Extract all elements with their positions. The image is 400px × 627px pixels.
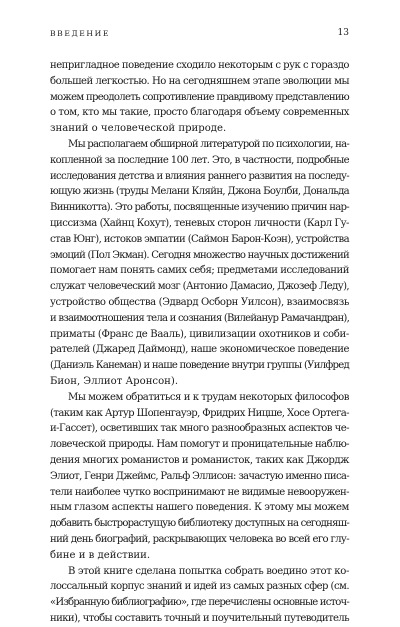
text-line: циссизма (Хайнц Кохут), теневых сторон личности (Карл Гу-	[50, 217, 349, 229]
text-line: Мы располагаем обширной литературой по психологии, на-	[68, 138, 349, 150]
text-line: (таким как Артур Шопенгауэр, Фридрих Ницше, Хосе Ортега-	[50, 407, 349, 419]
paragraph-3	[50, 390, 349, 564]
text-line: ники), чтобы составить точный и поучительный путеводитель	[50, 612, 349, 624]
text-line: исследования детства и влияния раннего развития на последу-	[50, 170, 349, 182]
text-line: копленной за последние 100 лет. Это, в частности, подробные	[50, 154, 349, 166]
text-line: «Избранную библиографию», где перечислены основные источ-	[50, 597, 349, 609]
text-line: можем преодолеть сопротивление правдивому представлению	[50, 91, 349, 103]
text-line: рателей (Джаред Даймонд), наше экономическое поведение	[50, 344, 349, 356]
text-line: Мы можем обратиться и к трудам некоторых философов	[68, 391, 349, 403]
text-line: эмоций (Пол Экман). Сегодня множество научных достижений	[50, 249, 349, 261]
page-number: 13	[337, 28, 349, 38]
running-head	[50, 29, 349, 43]
section-title: ВВЕДЕНИЕ	[50, 29, 111, 38]
text-line: добавить быстрорастущую библиотеку доступных на сегодняш-	[50, 518, 349, 530]
text-line: Винникотта). Это работы, посвященные изучению причин нар-	[50, 202, 349, 214]
text-line: став Юнг), истоков эмпатии (Саймон Барон-Коэн), устройства	[50, 233, 349, 245]
text-line: ным глазом аспекты нашего поведения. К этому мы можем	[50, 502, 349, 514]
text-line: и взаимоотношения тела и сознания (Вилейанур Рамачандран),	[50, 312, 349, 324]
text-line: В этой книге сделана попытка собрать воедино этот ко-	[68, 565, 349, 577]
text-line: приматы (Франс де Вааль), цивилизации охотников и соби-	[50, 328, 349, 340]
paragraph-4	[50, 564, 349, 627]
paragraph-1	[50, 58, 349, 137]
text-line: помогает нам понять самих себя; предметами исследований	[50, 265, 349, 277]
text-line: Бион, Эллиот Аронсон).	[50, 375, 179, 387]
paragraph-2	[50, 137, 349, 390]
text-line: бине и в действии.	[50, 549, 151, 561]
text-line: и-Гассет), осветивших так много разнообразных аспектов че-	[50, 423, 349, 435]
text-line: (Даниэль Канеман) и наше поведение внутри группы (Уилфред	[50, 360, 349, 372]
text-line: служат человеческий мозг (Антонио Дамасио, Джозеф Леду),	[50, 281, 349, 293]
text-line: лоссальный корпус знаний и идей из самых разных сфер (см.	[50, 581, 349, 593]
text-line: ловеческой природы. Нам помогут и проницательные наблю-	[50, 439, 349, 451]
text-line: Элиот, Генри Джеймс, Ральф Эллисон: зачастую именно писа-	[50, 470, 349, 482]
text-line: непригладное поведение сходило некоторым с рук с гораздо	[50, 60, 349, 71]
text-line: о том, кто мы такие, просто благодаря объему современных	[50, 107, 349, 119]
text-line: знаний о человеческой природе.	[50, 123, 227, 135]
text-line: тели наиболее чутко воспринимают не видимые невооружен-	[50, 486, 349, 498]
text-line: ний день биографий, раскрывающих человека во всей его глу-	[50, 533, 349, 545]
text-line: большей легкостью. Но на сегодняшнем этапе эволюции мы	[50, 75, 349, 87]
text-line: устройство общества (Эдвард Осборн Уилсон), взаимосвязь	[50, 296, 349, 308]
text-line: ющую жизнь (труды Мелани Кляйн, Джона Боулби, Дональда	[50, 186, 349, 198]
text-line: дения многих романистов и романисток, таких как Джордж	[50, 454, 349, 466]
body-text	[50, 58, 349, 627]
